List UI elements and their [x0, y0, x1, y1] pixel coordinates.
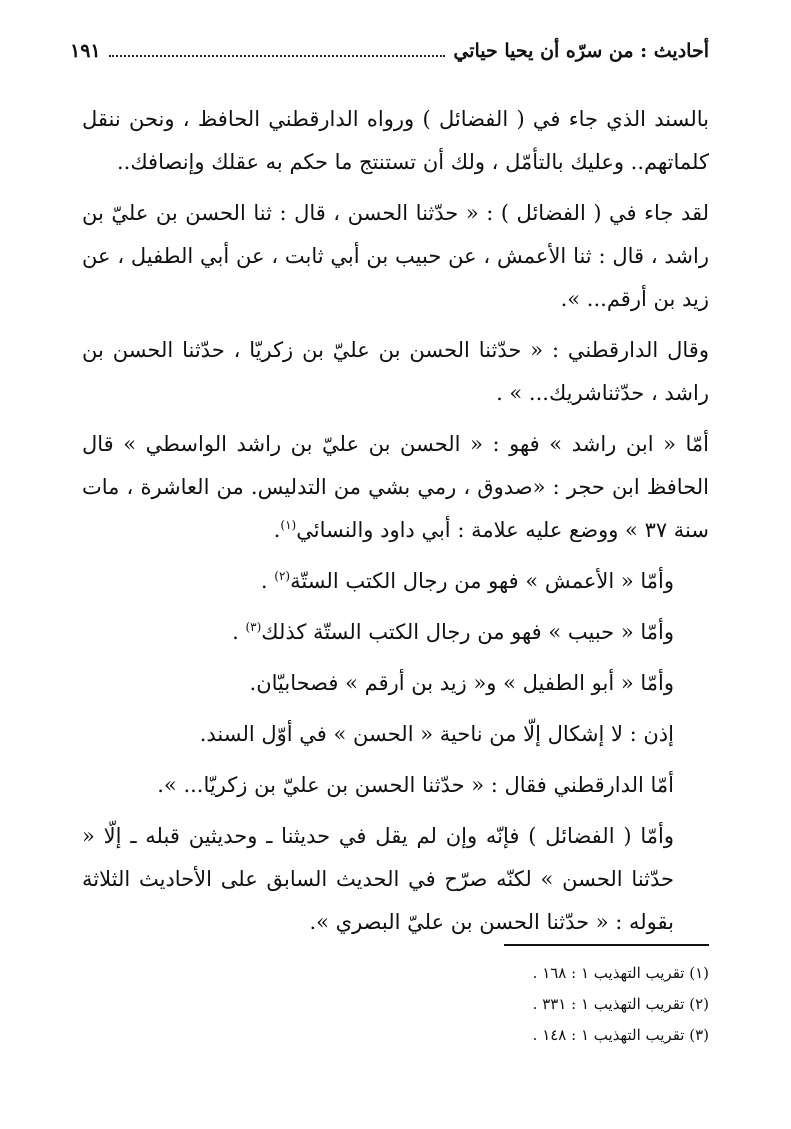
page-number: ١٩١ — [70, 40, 101, 62]
paragraph-text: بالسند الذي جاء في ( الفضائل ) ورواه الدارقطني الحافظ ، ونحن ننقل كلماتهم.. وعليك بالتأمّل ، ولك أن تستنتج ما حكم به عقلك وإنصافك.. — [82, 107, 709, 174]
footnote: (١) تقريب التهذيب ١ : ١٦٨ . — [532, 964, 709, 982]
footnote-marker: (٣) — [245, 620, 262, 634]
header-title: أحاديث : من سرّه أن يحيا حياتي — [453, 40, 709, 62]
paragraph — [82, 329, 709, 415]
paragraph-text: وأمّا « الأعمش » فهو من رجال الكتب الستّة — [290, 569, 674, 593]
paragraph-text: لقد جاء في ( الفضائل ) : « حدّثنا الحسن ، قال : ثنا الحسن بن عليّ بن راشد ، قال : ثنا الأعمش ، عن حبيب بن أبي ثابت ، عن أبي الطفيل ، عن زيد بن أرقم... ». — [82, 201, 709, 311]
footnotes — [309, 958, 709, 1051]
paragraph — [82, 764, 709, 807]
running-header — [70, 34, 709, 68]
footnote-marker: (٢) — [274, 569, 291, 583]
paragraph-tail: . — [232, 620, 246, 644]
header-dot-leader — [109, 55, 446, 57]
paragraph — [82, 713, 709, 756]
paragraph-text: وقال الدارقطني : « حدّثنا الحسن بن عليّ بن زكريّا ، حدّثنا الحسن بن راشد ، حدّثناشريك... » . — [82, 338, 709, 405]
footnote-marker: (١) — [280, 518, 297, 532]
paragraph-tail: . — [260, 569, 275, 593]
paragraph — [82, 815, 709, 944]
paragraph-text: وأمّا « حبيب » فهو من رجال الكتب الستّة كذلك — [261, 620, 674, 644]
paragraph-text: أمّا الدارقطني فقال : « حدّثنا الحسن بن عليّ بن زكريّا... ». — [157, 773, 674, 797]
paragraph — [82, 560, 709, 603]
paragraph-tail: . — [273, 518, 281, 542]
paragraph — [82, 98, 709, 184]
footnote-divider — [504, 944, 709, 946]
main-text — [82, 98, 709, 952]
paragraph-text: وأمّا « أبو الطفيل » و« زيد بن أرقم » فصحابيّان. — [249, 671, 674, 695]
paragraph-text: إذن : لا إشكال إلّا من ناحية « الحسن » في أوّل السند. — [199, 722, 674, 746]
paragraph-text: أمّا « ابن راشد » فهو : « الحسن بن عليّ بن راشد الواسطي » قال الحافظ ابن حجر : «صدوق ، رمي بشي من التدليس. من العاشرة ، مات سنة ٣٧ » ووضع عليه علامة : أبي داود والنسائي — [82, 432, 709, 542]
footnote: (٢) تقريب التهذيب ١ : ٣٣١ . — [532, 995, 709, 1013]
footnote: (٣) تقريب التهذيب ١ : ١٤٨ . — [532, 1026, 709, 1044]
paragraph-text: وأمّا ( الفضائل ) فإنّه وإن لم يقل في حديثنا ـ وحديثين قبله ـ إلّا « حدّثنا الحسن » لكنّه صرّح في الحديث السابق على الأحاديث الثلاثة بقوله : « حدّثنا الحسن بن عليّ البصري ». — [82, 824, 674, 934]
paragraph — [82, 611, 709, 654]
paragraph — [82, 662, 709, 705]
paragraph — [82, 192, 709, 321]
paragraph — [82, 423, 709, 552]
